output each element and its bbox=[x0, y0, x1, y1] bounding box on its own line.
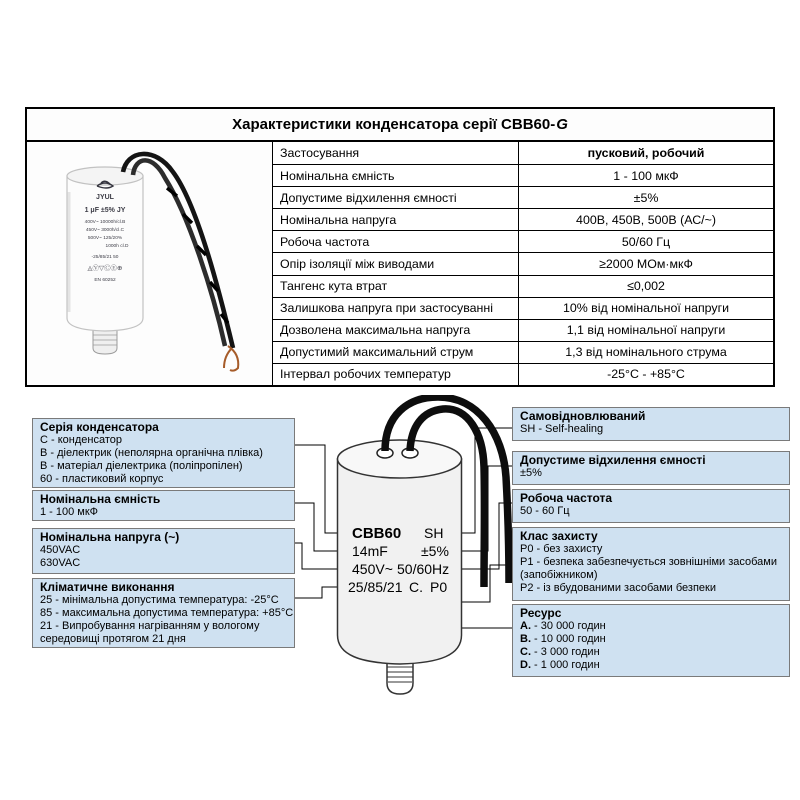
spec-row bbox=[273, 208, 773, 230]
callout-line: B - матеріал діелектрика (поліпропілен) bbox=[40, 460, 243, 472]
spec-row bbox=[273, 275, 773, 297]
marking-resource: C. bbox=[409, 579, 423, 595]
callout-self-healing-box bbox=[512, 407, 790, 441]
spec-value: 1,3 від номінального струма bbox=[565, 345, 727, 360]
spec-label: Номінальна напруга bbox=[273, 209, 519, 230]
callout-line bbox=[520, 646, 782, 659]
spec-row bbox=[273, 363, 773, 385]
capacitor-top bbox=[338, 440, 462, 478]
callout-line: B - діелектрик (неполярна органічна плівка) bbox=[40, 447, 263, 459]
lifetime-class-letter: D. bbox=[520, 659, 531, 671]
marking-climate: 25/85/21 bbox=[348, 579, 403, 595]
lifetime-hours: - 10 000 годин bbox=[531, 633, 606, 645]
callout-line: SH - Self-healing bbox=[520, 423, 604, 435]
photo-label-line: -25/85/21 50 bbox=[91, 255, 119, 260]
callout-line: ±5% bbox=[520, 467, 542, 479]
photo-label-line: 1 μF ±5% JY bbox=[84, 207, 126, 214]
spec-row bbox=[273, 297, 773, 319]
callout-title: Робоча частота bbox=[520, 491, 613, 505]
callout-title: Клас захисту bbox=[520, 529, 598, 543]
marking-capacity: 14mF bbox=[352, 543, 388, 559]
callout-line: P0 - без захисту bbox=[520, 543, 603, 555]
title-text: Характеристики конденсатора серії CBB60- bbox=[232, 116, 556, 133]
photo-capacitor-body bbox=[67, 167, 143, 331]
marking-frequency: 50/60Hz bbox=[397, 561, 450, 577]
callout-line: (запобіжником) bbox=[520, 569, 598, 581]
photo-label-line: 450V~ 3000h/cl.C bbox=[85, 228, 125, 233]
spec-value: 1,1 від номінальної напруги bbox=[566, 323, 726, 338]
lifetime-hours: - 1 000 годин bbox=[531, 659, 600, 671]
marking-protection: P0 bbox=[430, 579, 448, 595]
spec-label: Застосування bbox=[273, 142, 519, 164]
marking-series: CBB60 bbox=[352, 525, 402, 542]
callout-title: Серія конденсатора bbox=[40, 420, 159, 434]
callout-title: Номінальна напруга (~) bbox=[40, 530, 180, 544]
spec-value: ≥2000 МОм·мкФ bbox=[599, 256, 693, 271]
lifetime-class-letter: C. bbox=[520, 646, 531, 658]
spec-table bbox=[25, 107, 775, 387]
spec-label: Робоча частота bbox=[273, 231, 519, 252]
callout-line: C - конденсатор bbox=[40, 434, 122, 446]
spec-value: 1 - 100 мкФ bbox=[613, 168, 679, 183]
spec-table-title bbox=[27, 109, 773, 142]
spec-value: 50/60 Гц bbox=[621, 234, 671, 249]
title-series-letter: G bbox=[556, 116, 568, 133]
callout-title: Ресурс bbox=[520, 606, 562, 620]
callout-voltage-box bbox=[32, 528, 295, 574]
callout-line bbox=[520, 633, 782, 646]
callout-line: 25 - мінімальна допустима температура: -25°С bbox=[40, 594, 279, 606]
spec-value: ≤0,002 bbox=[627, 279, 665, 294]
callout-series-box bbox=[32, 418, 295, 488]
callout-title: Кліматичне виконання bbox=[40, 580, 175, 594]
spec-label: Дозволена максимальна напруга bbox=[273, 320, 519, 341]
callout-line: 21 - Випробування нагріванням у вологому bbox=[40, 620, 260, 632]
callout-line: середовищі протягом 21 дня bbox=[40, 633, 186, 645]
callout-line: 1 - 100 мкФ bbox=[40, 506, 99, 518]
callout-line: P2 - із вбудованими засобами безпеки bbox=[520, 582, 717, 594]
spec-label: Тангенс кута втрат bbox=[273, 276, 519, 297]
callout-line: 450VAC bbox=[40, 544, 81, 556]
spec-label: Допустиме відхилення ємності bbox=[273, 187, 519, 208]
callout-frequency-box bbox=[512, 489, 790, 523]
callout-protection-class-box bbox=[512, 527, 790, 601]
callout-line bbox=[520, 659, 782, 672]
lifetime-hours: - 3 000 годин bbox=[531, 646, 600, 658]
spec-label: Інтервал робочих температур bbox=[273, 364, 519, 385]
spec-row bbox=[273, 319, 773, 341]
product-photo-cell bbox=[27, 142, 273, 385]
callout-title: Номінальна ємність bbox=[40, 492, 161, 506]
spec-value: 400В, 450В, 500В (АС/~) bbox=[576, 212, 716, 227]
photo-brand: JYUL bbox=[96, 194, 114, 201]
photo-label-line: EN 60252 bbox=[94, 278, 116, 283]
callout-line: 50 - 60 Гц bbox=[520, 505, 570, 517]
marking-self-healing: SH bbox=[424, 525, 444, 541]
marking-diagram bbox=[0, 395, 800, 755]
spec-value: 10% від номінальної напруги bbox=[562, 301, 730, 316]
spec-rows bbox=[273, 142, 773, 385]
callout-tolerance-box bbox=[512, 451, 790, 485]
spec-row bbox=[273, 230, 773, 252]
spec-value: -25°С - +85°С bbox=[607, 367, 685, 382]
spec-row bbox=[273, 142, 773, 164]
spec-row bbox=[273, 186, 773, 208]
spec-label: Номінальна ємність bbox=[273, 165, 519, 186]
callout-line: 60 - пластиковий корпус bbox=[40, 473, 164, 485]
marking-voltage: 450V~ bbox=[352, 561, 393, 577]
photo-label-line: 400V~ 10000h/cl.B bbox=[84, 220, 126, 225]
callout-capacity-box bbox=[32, 490, 295, 521]
lifetime-hours: - 30 000 годин bbox=[531, 620, 606, 632]
callout-climate-box bbox=[32, 578, 295, 648]
callout-title: Самовідновлюваний bbox=[520, 409, 646, 423]
callout-line: P1 - безпека забезпечується зовнішніми засобами bbox=[520, 556, 778, 568]
photo-cert-symbols: ◬Ⓥ▽ⒸⒺ⊕ bbox=[87, 265, 123, 272]
lifetime-class-letter: B. bbox=[520, 633, 531, 645]
callout-line bbox=[520, 620, 782, 633]
spec-label: Опір ізоляції між виводами bbox=[273, 253, 519, 274]
callout-line: 85 - максимальна допустима температура: +85°С bbox=[40, 607, 294, 619]
spec-value: пусковий, робочий bbox=[587, 146, 705, 161]
capacitor-photo-illustration bbox=[27, 142, 273, 385]
callout-lifetime-box bbox=[512, 604, 790, 677]
photo-label-line: 1000h cl.D bbox=[105, 244, 129, 249]
photo-label-line: 500V~ 125/20% bbox=[87, 236, 123, 241]
spec-label: Залишкова напруга при застосуванні bbox=[273, 298, 519, 319]
spec-row bbox=[273, 341, 773, 363]
callout-title: Допустиме відхилення ємності bbox=[520, 453, 706, 467]
spec-value: ±5% bbox=[633, 190, 659, 205]
spec-label: Допустимий максимальний струм bbox=[273, 342, 519, 363]
spec-row bbox=[273, 164, 773, 186]
lifetime-class-letter: A. bbox=[520, 620, 531, 632]
spec-row bbox=[273, 252, 773, 274]
callout-line: 630VAC bbox=[40, 557, 81, 569]
marking-tolerance: ±5% bbox=[421, 543, 449, 559]
photo-background bbox=[28, 143, 272, 384]
